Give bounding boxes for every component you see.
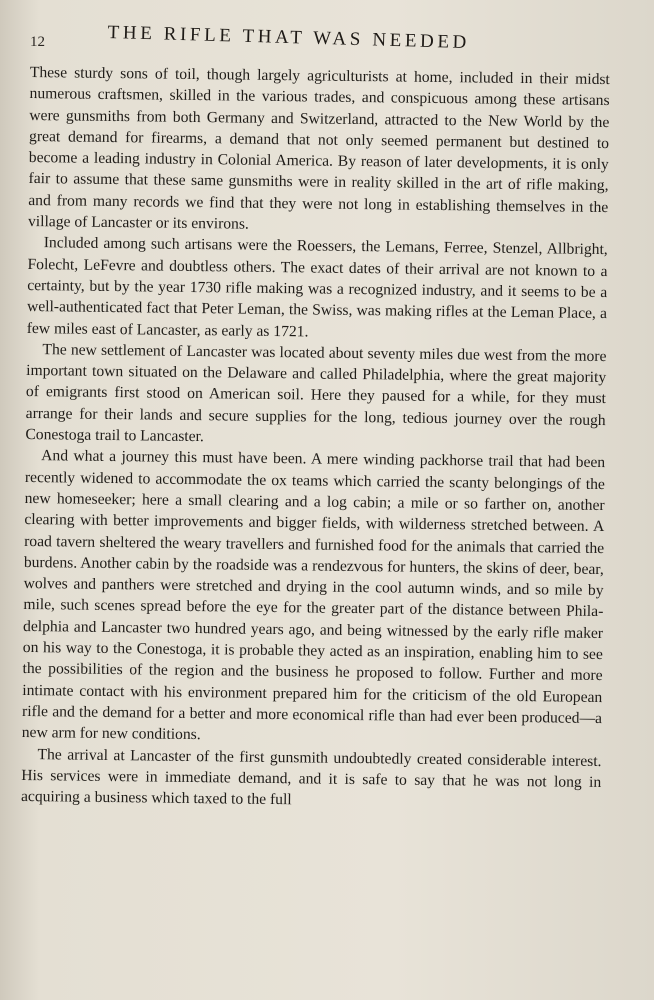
- running-title: THE RIFLE THAT WAS NEEDED: [107, 22, 471, 54]
- body-text: [21, 62, 610, 814]
- page-header: [30, 22, 624, 58]
- paragraph-journey: And what a journey this must have been. A mere winding packhorse trail that had been recently widened to accommodate the ox teams which carried the scanty belongings of the new homeseeker; here a small clearing and a log cabin; a mile or so farther on, another clearing with better improvements and bigger fields, with wilderness stretched between. A road tavern sheltered the weary travellers and furnished food for the animals that carried the burdens. Another cabin by the roadside was a rendezvous for hunters, the skins of deer, bear, wolves and panthers were stretched and drying in the cool autumn winds, and so mile by mile, such scenes spread before the eye for the greater part of the distance between Philadelphia and Lancaster two hundred years ago, and being witnessed by the early rifle maker on his way to the Conestoga, it is probable they acted as an inspiration, enabling him to see the possibilities of the region and the business he proposed to follow. Further and more intimate contact with his environment prepared him for the criticism of the old European rifle and the demand for a better and more economical rifle than had ever been produced—a new arm for new conditions.: [21, 447, 606, 744]
- paragraph-craftsmen: These sturdy sons of toil, though largely agriculturists at home, included in their midst numerous craftsmen, skilled in the various trades, and conspicuous among these artisans were gunsmiths from both Germany and Switzerland, attracted to the New World by the great demand for firearms, a demand that not only seemed permanent but destined to become a leading industry in Colonial America. By reason of later developments, it is only fair to assume that these same gunsmiths were in reality skilled in the art of rifle making, and from many records we find that they were not long in establishing themselves in the village of Lancaster or its environs.: [27, 63, 610, 233]
- paragraph-artisans: Included among such artisans were the Roessers, the Lemans, Ferree, Stenzel, Allbright, Folecht, LeFevre and doubtless others. The exact dates of their arrival are not known to a certainty, but by the year 1730 rifle making was a recognized industry, and it seems to be a well-authenticated fact that Peter Leman, the Swiss, was making rifles at the Leman Place, a few miles east of Lancaster, as early as 1721.: [26, 234, 608, 340]
- paragraph-first-gunsmith: The arrival at Lancaster of the first gunsmith undoubtedly created considerable interest. His services were in immediate demand, and it is safe to say that he was not long in acquiring a business which taxed to the full: [20, 745, 602, 809]
- paragraph-lancaster-settlement: The new settlement of Lancaster was located about seventy miles due west from the more important town situated on the Delaware and called Philadelphia, where the great majority of emigrants first stood on American soil. Here they paused for a while, for they must arrange for their lands and secure supplies for the long, tedious journey over the rough Conestoga trail to Lancaster.: [25, 341, 607, 446]
- page-number: 12: [30, 34, 45, 50]
